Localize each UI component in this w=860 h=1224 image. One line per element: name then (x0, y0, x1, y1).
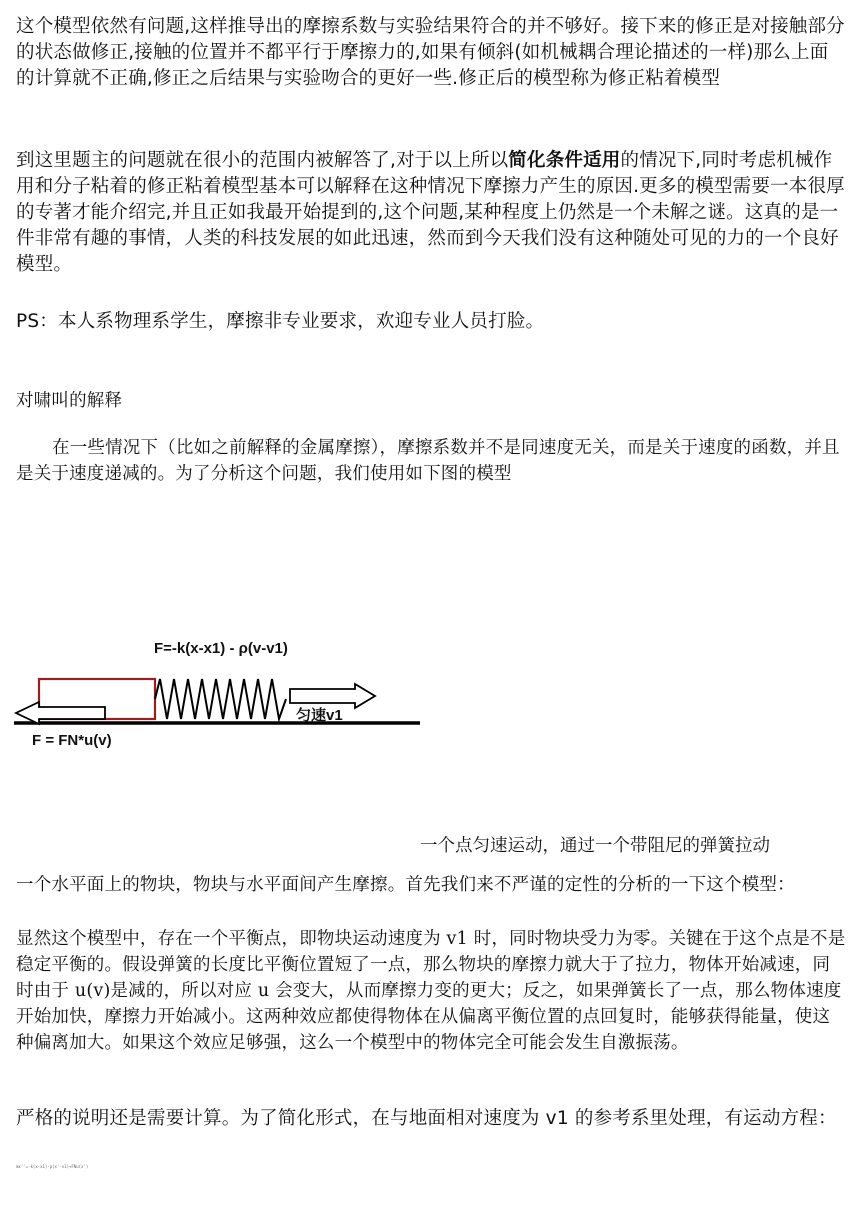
emphasis-simplified-conditions: 简化条件适用 (508, 150, 621, 171)
friction-arrow-left (16, 702, 105, 724)
paragraph-conclusion (16, 148, 846, 278)
friction-force-label: F = FN*u(v) (32, 732, 112, 749)
paragraph-conclusion-text-a: 到这里题主的问题就在很小的范围内被解答了,对于以上所以 (16, 150, 509, 171)
equation-thumbnail: mx''=-k(x-x1)-ρ(x'-v1)+FNu(x') (16, 1164, 89, 1169)
spring-force-label: F=-k(x-x1) - ρ(v-v1) (154, 640, 288, 657)
spring-block-diagram (10, 630, 430, 760)
velocity-label: 匀速v1 (296, 707, 343, 724)
paragraph-equation-intro: 严格的说明还是需要计算。为了简化形式，在与地面相对速度为 v1 的参考系里处理，有运动方程： (16, 1108, 837, 1129)
paragraph-conclusion-text-b: 的情况下,同时考虑机械作用和分子粘着的修正粘着模型基本可以解释在这种情况下摩擦力产生的原因.更多的模型需要一本很厚的专著才能介绍完,并且正如我最开始提到的,这个问题,某种程度上仍然是一个未解之谜。这真的是一件非常有趣的事情，人类的科技发展的如此迅速，然而到今天我们没有这种随处可见的力的一个良好模型。 (16, 150, 845, 275)
paragraph-model-description: 一个水平面上的物块，物块与水平面间产生摩擦。首先我们来不严谨的定性的分析的一下这个模型： (16, 875, 795, 895)
section-heading-squeal: 对啸叫的解释 (16, 391, 123, 411)
damped-spring (155, 679, 286, 719)
paragraph-velocity-dependence: 在一些情况下（比如之前解释的金属摩擦），摩擦系数并不是同速度无关，而是关于速度的函数，并且是关于速度递减的。为了分析这个问题，我们使用如下图的模型 (16, 438, 840, 484)
paragraph-ps-note: PS：本人系物理系学生，摩擦非专业要求，欢迎专业人员打脸。 (16, 311, 545, 332)
figure-caption: 一个点匀速运动，通过一个带阻尼的弹簧拉动 (420, 836, 770, 856)
paragraph-qualitative-analysis: 显然这个模型中，存在一个平衡点，即物块运动速度为 v1 时，同时物块受力为零。关键在于这个点是不是稳定平衡的。假设弹簧的长度比平衡位置短了一点，那么物块的摩擦力就大于了拉力，物体开始减速，同时由于 u(v)是减的，所以对应 u 会变大，从而摩擦力变的更大；反之，如果弹簧长了一点，那么物体速度开始加快，摩擦力开始减小。这两种效应都使得物体在从偏离平衡位置的点回复时，能够获得能量，使这种偏离加大。如果这个效应足够强，这么一个模型中的物体完全可能会发生自激振荡。 (16, 929, 846, 1053)
paragraph-model-correction: 这个模型依然有问题,这样推导出的摩擦系数与实验结果符合的并不够好。接下来的修正是对接触部分的状态做修正,接触的位置并不都平行于摩擦力的,如果有倾斜(如机械耦合理论描述的一样)那么上面的计算就不正确,修正之后结果与实验吻合的更好一些.修正后的模型称为修正粘着模型 (16, 16, 845, 89)
